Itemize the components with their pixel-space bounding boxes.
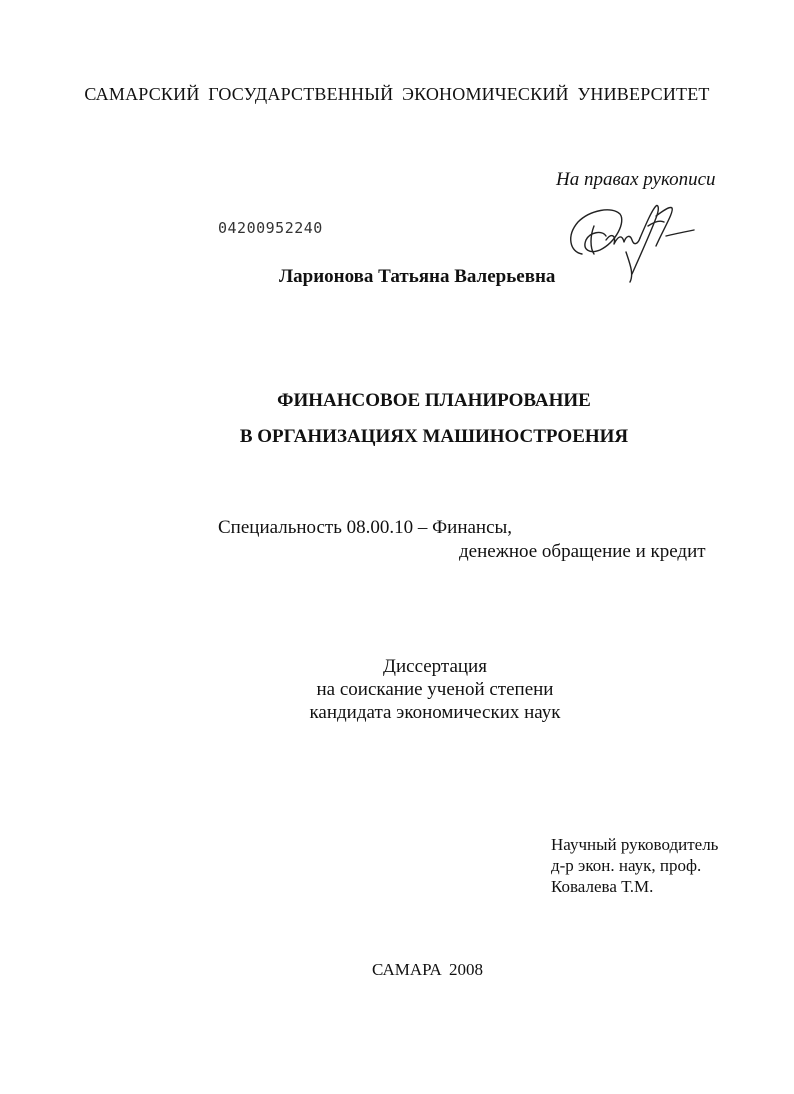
dissertation-info: [240, 655, 630, 724]
author-name: Ларионова Татьяна Валерьевна: [279, 266, 556, 287]
title-line: В ОРГАНИЗАЦИЯХ МАШИНОСТРОЕНИЯ: [239, 426, 629, 447]
city-year: САМАРА 2008: [372, 960, 483, 979]
university-name: САМАРСКИЙ ГОСУДАРСТВЕННЫЙ ЭКОНОМИЧЕСКИЙ УНИВЕРСИТЕТ: [84, 84, 710, 104]
advisor-line: Научный руководитель: [551, 835, 719, 854]
dissertation-line: на соискание ученой степени: [316, 679, 554, 700]
dissertation-line: Диссертация: [383, 656, 487, 677]
specialty-line: денежное обращение и кредит: [459, 541, 706, 562]
scientific-advisor: [551, 834, 718, 897]
dissertation-title: [0, 383, 794, 455]
rights-note: На правах рукописи: [556, 169, 716, 190]
advisor-line: д-р экон. наук, проф.: [551, 856, 702, 875]
advisor-line: Ковалева Т.М.: [551, 877, 654, 896]
dissertation-line: кандидата экономических наук: [309, 702, 561, 723]
registration-code: 04200952240: [218, 219, 323, 237]
specialty-line: Специальность 08.00.10 – Финансы,: [218, 517, 513, 538]
signature-image: [560, 196, 700, 284]
title-line: ФИНАНСОВОЕ ПЛАНИРОВАНИЕ: [277, 390, 591, 411]
